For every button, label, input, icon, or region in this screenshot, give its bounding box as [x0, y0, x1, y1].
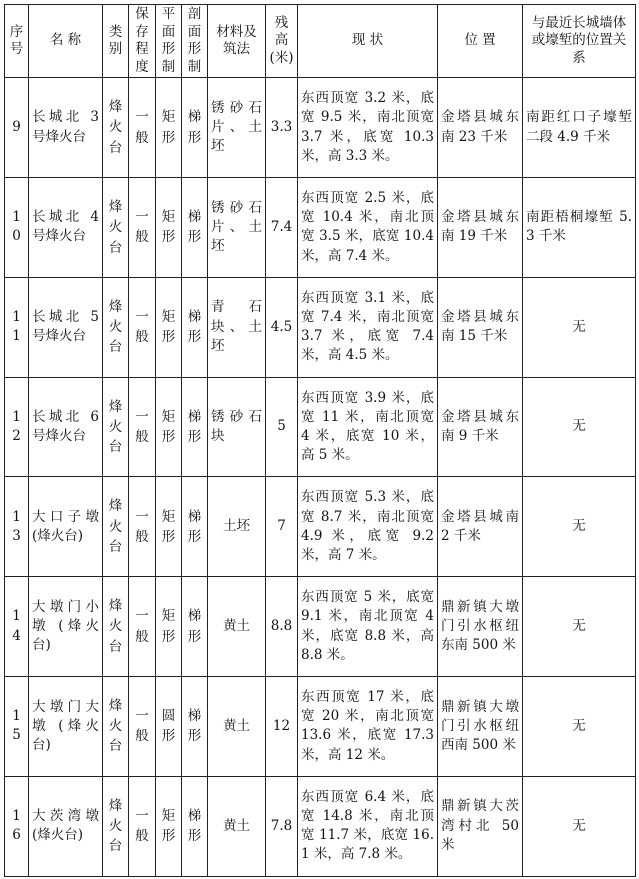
cell-category: 烽火台	[103, 477, 129, 577]
beacon-tower-table	[4, 4, 636, 877]
cell-name: 长城北 6 号烽火台	[29, 377, 103, 477]
cell-plan: 矩形	[156, 277, 182, 377]
cell-relation: 无	[523, 776, 636, 876]
cell-location: 金塔县城东南 23 千米	[438, 78, 523, 178]
header-section: 剖面形制	[182, 5, 208, 78]
cell-section: 梯形	[182, 776, 208, 876]
table-row	[5, 78, 636, 178]
cell-status: 东西顶宽 3.9 米，底宽 11 米，南北顶宽 4 米，底宽 10 米，高 5 米。	[298, 377, 438, 477]
cell-plan: 圆形	[156, 676, 182, 776]
cell-name: 长城北 4 号烽火台	[29, 177, 103, 277]
cell-location: 鼎新镇大墩门引水枢纽西南 500 米	[438, 676, 523, 776]
cell-seq: 10	[5, 177, 29, 277]
header-location: 位 置	[438, 5, 523, 78]
cell-material: 黄土	[208, 676, 266, 776]
cell-category: 烽火台	[103, 78, 129, 178]
cell-height: 8.8	[266, 577, 298, 677]
header-seq: 序号	[5, 5, 29, 78]
cell-relation: 南距红口子壕堑二段 4.9 千米	[523, 78, 636, 178]
cell-material: 青石块、土坯	[208, 277, 266, 377]
cell-location: 鼎新镇大墩门引水枢纽东南 500 米	[438, 577, 523, 677]
cell-section: 梯形	[182, 577, 208, 677]
cell-preservation: 一般	[129, 676, 156, 776]
cell-height: 4.5	[266, 277, 298, 377]
table-row	[5, 377, 636, 477]
cell-plan: 矩形	[156, 377, 182, 477]
cell-name: 长城北 5 号烽火台	[29, 277, 103, 377]
cell-material: 黄土	[208, 776, 266, 876]
cell-seq: 11	[5, 277, 29, 377]
cell-height: 12	[266, 676, 298, 776]
cell-location: 金塔县城东南 15 千米	[438, 277, 523, 377]
cell-relation: 无	[523, 676, 636, 776]
cell-plan: 矩形	[156, 776, 182, 876]
header-relation: 与最近长城墙体或壕堑的位置关系	[523, 5, 636, 78]
cell-location: 金塔县城南 2 千米	[438, 477, 523, 577]
cell-location: 金塔县城东南 9 千米	[438, 377, 523, 477]
cell-section: 梯形	[182, 377, 208, 477]
header-category: 类别	[103, 5, 129, 78]
cell-location: 鼎新镇大茨湾村北 50 米	[438, 776, 523, 876]
cell-status: 东西顶宽 3.2 米，底宽 9.5 米，南北顶宽 3.7 米，底宽 10.3 米，高 3.3 米。	[298, 78, 438, 178]
table-row	[5, 477, 636, 577]
cell-relation: 南距梧桐壕堑 5.3 千米	[523, 177, 636, 277]
cell-preservation: 一般	[129, 277, 156, 377]
table-row	[5, 177, 636, 277]
cell-height: 7	[266, 477, 298, 577]
cell-category: 烽火台	[103, 177, 129, 277]
cell-seq: 13	[5, 477, 29, 577]
cell-section: 梯形	[182, 676, 208, 776]
cell-section: 梯形	[182, 477, 208, 577]
cell-plan: 矩形	[156, 78, 182, 178]
table-row	[5, 676, 636, 776]
cell-plan: 矩形	[156, 477, 182, 577]
table-row	[5, 776, 636, 876]
cell-name: 长城北 3 号烽火台	[29, 78, 103, 178]
cell-category: 烽火台	[103, 577, 129, 677]
cell-seq: 15	[5, 676, 29, 776]
cell-material: 锈砂石片、土坯	[208, 78, 266, 178]
header-plan: 平面形制	[156, 5, 182, 78]
header-status: 现 状	[298, 5, 438, 78]
cell-status: 东西顶宽 2.5 米，底宽 10.4 米，南北顶宽 3.5 米，底宽 10.4 米，高 7.4 米。	[298, 177, 438, 277]
cell-category: 烽火台	[103, 277, 129, 377]
cell-relation: 无	[523, 477, 636, 577]
header-preservation: 保存程度	[129, 5, 156, 78]
header-row	[5, 5, 636, 78]
cell-status: 东西顶宽 5.3 米，底宽 8.7 米，南北顶宽 4.9 米，底宽 9.2 米，高 7 米。	[298, 477, 438, 577]
cell-material: 土坯	[208, 477, 266, 577]
cell-height: 7.8	[266, 776, 298, 876]
cell-category: 烽火台	[103, 676, 129, 776]
cell-seq: 16	[5, 776, 29, 876]
cell-preservation: 一般	[129, 477, 156, 577]
cell-name: 大墩门小墩 (烽火台)	[29, 577, 103, 677]
cell-name: 大口子墩 (烽火台)	[29, 477, 103, 577]
cell-preservation: 一般	[129, 78, 156, 178]
cell-plan: 矩形	[156, 177, 182, 277]
cell-height: 7.4	[266, 177, 298, 277]
cell-material: 锈砂石块	[208, 377, 266, 477]
cell-status: 东西顶宽 5 米，底宽 9.1 米，南北顶宽 4 米，底宽 8.8 米，高 8.8 米。	[298, 577, 438, 677]
cell-status: 东西顶宽 17 米，底宽 20 米，南北顶宽 13.6 米，底宽 17.3 米，高 12 米。	[298, 676, 438, 776]
cell-material: 锈砂石片、土坯	[208, 177, 266, 277]
cell-material: 黄土	[208, 577, 266, 677]
cell-preservation: 一般	[129, 776, 156, 876]
cell-seq: 9	[5, 78, 29, 178]
cell-preservation: 一般	[129, 577, 156, 677]
cell-category: 烽火台	[103, 776, 129, 876]
cell-location: 金塔县城东南 19 千米	[438, 177, 523, 277]
cell-preservation: 一般	[129, 177, 156, 277]
cell-plan: 矩形	[156, 577, 182, 677]
cell-status: 东西顶宽 3.1 米，底宽 7.4 米，南北顶宽 3.7 米，底宽 7.4 米，高 4.5 米。	[298, 277, 438, 377]
header-material: 材料及筑法	[208, 5, 266, 78]
cell-name: 大墩门大墩 (烽火台)	[29, 676, 103, 776]
cell-section: 梯形	[182, 177, 208, 277]
cell-section: 梯形	[182, 277, 208, 377]
cell-relation: 无	[523, 377, 636, 477]
cell-name: 大茨湾墩 (烽火台)	[29, 776, 103, 876]
cell-height: 3.3	[266, 78, 298, 178]
cell-relation: 无	[523, 577, 636, 677]
cell-category: 烽火台	[103, 377, 129, 477]
header-height: 残高(米)	[266, 5, 298, 78]
cell-section: 梯形	[182, 78, 208, 178]
cell-height: 5	[266, 377, 298, 477]
cell-seq: 14	[5, 577, 29, 677]
header-name: 名 称	[29, 5, 103, 78]
table-row	[5, 577, 636, 677]
cell-preservation: 一般	[129, 377, 156, 477]
cell-relation: 无	[523, 277, 636, 377]
table-row	[5, 277, 636, 377]
cell-status: 东西顶宽 6.4 米，底宽 14.8 米，南北顶宽 11.7 米，底宽 16.1 米，高 7.8 米。	[298, 776, 438, 876]
cell-seq: 12	[5, 377, 29, 477]
